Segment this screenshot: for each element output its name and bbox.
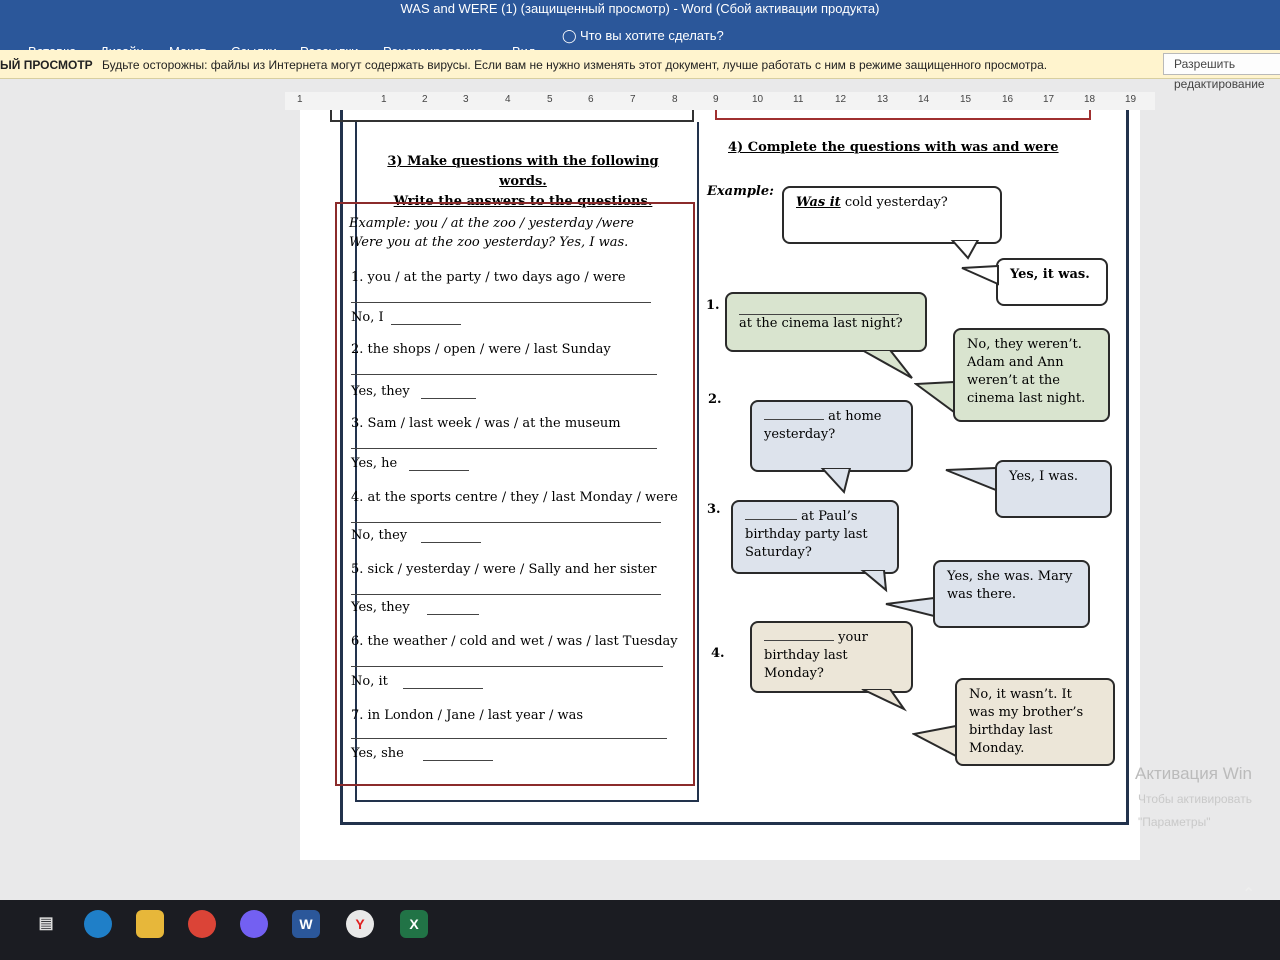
exercise-item-7: 7. in London / Jane / last year / was xyxy=(351,708,584,723)
question-text-3a: at Paul’s xyxy=(801,509,858,524)
lightbulb-icon: ◯ xyxy=(562,28,577,43)
activation-watermark-line3: "Параметры" xyxy=(1138,815,1211,829)
exercise-item-1: 1. you / at the party / two days ago / were xyxy=(351,270,626,285)
answer-5: Yes, they xyxy=(351,600,410,615)
protected-view-label: ЫЙ ПРОСМОТР xyxy=(0,58,93,72)
ruler-mark: 1 xyxy=(381,94,387,105)
example-line2: Were you at the zoo yesterday? Yes, I was. xyxy=(349,235,629,250)
speech-tail xyxy=(860,350,920,382)
speech-tail xyxy=(914,380,956,416)
ruler-mark: 19 xyxy=(1125,94,1137,105)
excel-icon[interactable]: X xyxy=(400,910,428,938)
activation-watermark: Активация Win xyxy=(1135,764,1252,783)
ribbon-tabs xyxy=(0,22,1280,50)
exercise-item-3: 3. Sam / last week / was / at the museum xyxy=(351,416,621,431)
item-number-4: 4. xyxy=(711,646,725,661)
frame-top-right xyxy=(715,110,1091,120)
question-bubble-1 xyxy=(725,292,927,352)
chrome-icon[interactable] xyxy=(188,910,216,938)
protected-view-message: Будьте осторожны: файлы из Интернета могут содержать вирусы. Если вам не нужно изменять этот документ, лучше работать с ним в режиме защищенного просмотра. xyxy=(102,58,1048,72)
enable-editing-button[interactable]: Разрешить редактирование xyxy=(1163,53,1280,75)
speech-tail xyxy=(944,466,998,494)
ruler-mark: 15 xyxy=(960,94,972,105)
horizontal-ruler[interactable] xyxy=(285,92,1155,110)
section3-heading-line2: Write the answers to the questions. xyxy=(393,194,653,209)
question-text-4a: your xyxy=(838,630,868,645)
answer-line[interactable] xyxy=(351,374,657,375)
answer-line[interactable] xyxy=(351,738,667,739)
example-question-rest: cold yesterday? xyxy=(844,195,948,210)
file-explorer-icon[interactable] xyxy=(136,910,164,938)
ruler-mark: 3 xyxy=(463,94,469,105)
frame-top-left xyxy=(330,110,694,122)
chevron-up-icon[interactable]: ⌃ xyxy=(1242,884,1256,903)
task-view-icon[interactable]: ▤ xyxy=(38,915,54,932)
exercise-item-2: 2. the shops / open / were / last Sunday xyxy=(351,342,611,357)
ruler-mark: 11 xyxy=(793,94,804,105)
item-number-2: 2. xyxy=(708,392,722,407)
word-icon[interactable]: W xyxy=(292,910,320,938)
example-question-bubble xyxy=(782,186,1002,244)
ruler-mark: 4 xyxy=(505,94,511,105)
speech-tail xyxy=(960,264,1000,286)
answer-bubble-2: Yes, I was. xyxy=(995,460,1112,518)
ruler-mark: 6 xyxy=(588,94,594,105)
exercise-item-5: 5. sick / yesterday / were / Sally and her sister xyxy=(351,562,657,577)
ruler-mark: 2 xyxy=(422,94,428,105)
ruler-mark: 5 xyxy=(547,94,553,105)
question-text-4c: Monday? xyxy=(764,666,824,681)
answer-line[interactable] xyxy=(351,666,663,667)
answer-bubble-1: No, they weren’t. Adam and Ann weren’t at the cinema last night. xyxy=(953,328,1110,422)
answer-blank[interactable] xyxy=(421,542,481,543)
answer-1: No, I xyxy=(351,310,384,325)
question-bubble-2 xyxy=(750,400,913,472)
ruler-mark: 1 xyxy=(297,94,303,105)
answer-blank[interactable] xyxy=(427,614,479,615)
section3-box xyxy=(335,202,695,786)
protected-view-bar xyxy=(0,50,1280,91)
exercise-item-6: 6. the weather / cold and wet / was / last Tuesday xyxy=(351,634,678,649)
example-line1: Example: you / at the zoo / yesterday /were xyxy=(349,216,634,231)
answer-blank[interactable] xyxy=(403,688,483,689)
answer-6: No, it xyxy=(351,674,388,689)
window-title-bar xyxy=(0,0,1280,22)
answer-blank[interactable] xyxy=(391,324,461,325)
answer-blank[interactable] xyxy=(421,398,476,399)
answer-bubble-4: No, it wasn’t. It was my brother’s birthday last Monday. xyxy=(955,678,1115,766)
question-text-2a: at home xyxy=(828,409,882,424)
question-text-2b: yesterday? xyxy=(764,427,836,442)
answer-2: Yes, they xyxy=(351,384,410,399)
example-answer-bubble: Yes, it was. xyxy=(996,258,1108,306)
example-question-bold: Was it xyxy=(796,195,841,210)
question-text-4b: birthday last xyxy=(764,648,848,663)
ruler-mark: 18 xyxy=(1084,94,1096,105)
ruler-mark: 8 xyxy=(672,94,678,105)
speech-tail xyxy=(912,724,958,760)
yandex-browser-icon[interactable]: Y xyxy=(346,910,374,938)
section4-example-label: Example: xyxy=(707,184,774,199)
answer-3: Yes, he xyxy=(351,456,398,471)
answer-line[interactable] xyxy=(351,594,661,595)
answer-blank[interactable] xyxy=(745,519,797,520)
section4-heading: 4) Complete the questions with was and were xyxy=(728,140,1059,155)
activation-watermark-line2: Чтобы активировать xyxy=(1138,792,1252,806)
ruler-mark: 9 xyxy=(713,94,719,105)
question-text-1: at the cinema last night? xyxy=(739,316,903,331)
answer-blank[interactable] xyxy=(409,470,469,471)
edge-icon[interactable] xyxy=(84,910,112,938)
speech-tail xyxy=(860,689,910,713)
answer-line[interactable] xyxy=(351,302,651,303)
speech-tail xyxy=(884,596,936,620)
taskbar xyxy=(0,884,1280,960)
window-title: WAS and WERE (1) (защищенный просмотр) - Word (Сбой активации продукта) xyxy=(400,1,880,16)
answer-blank[interactable] xyxy=(423,760,493,761)
ruler-mark: 7 xyxy=(630,94,636,105)
ruler-mark: 14 xyxy=(918,94,930,105)
answer-4: No, they xyxy=(351,528,408,543)
question-text-3c: Saturday? xyxy=(745,545,812,560)
item-number-3: 3. xyxy=(707,502,721,517)
item-number-1: 1. xyxy=(706,298,720,313)
section3-heading-line1: 3) Make questions with the following words. xyxy=(387,154,659,189)
speech-tail xyxy=(950,240,980,260)
question-bubble-4 xyxy=(750,621,913,693)
exercise-item-4: 4. at the sports centre / they / last Monday / were xyxy=(351,490,678,505)
question-bubble-3 xyxy=(731,500,899,574)
speech-tail xyxy=(860,570,890,594)
answer-7: Yes, she xyxy=(351,746,404,761)
viber-icon[interactable] xyxy=(240,910,268,938)
tell-me-search[interactable]: Что вы хотите сделать? xyxy=(580,28,724,43)
section3-example xyxy=(349,214,634,252)
ruler-mark: 16 xyxy=(1002,94,1014,105)
ruler-mark: 17 xyxy=(1043,94,1055,105)
answer-line[interactable] xyxy=(351,522,661,523)
answer-line[interactable] xyxy=(351,448,657,449)
speech-tail xyxy=(820,468,860,496)
ruler-mark: 10 xyxy=(752,94,764,105)
ruler-mark: 13 xyxy=(877,94,889,105)
answer-blank[interactable] xyxy=(764,419,824,420)
ruler-mark: 12 xyxy=(835,94,847,105)
answer-bubble-3: Yes, she was. Mary was there. xyxy=(933,560,1090,628)
answer-blank[interactable] xyxy=(764,640,834,641)
question-text-3b: birthday party last xyxy=(745,527,868,542)
